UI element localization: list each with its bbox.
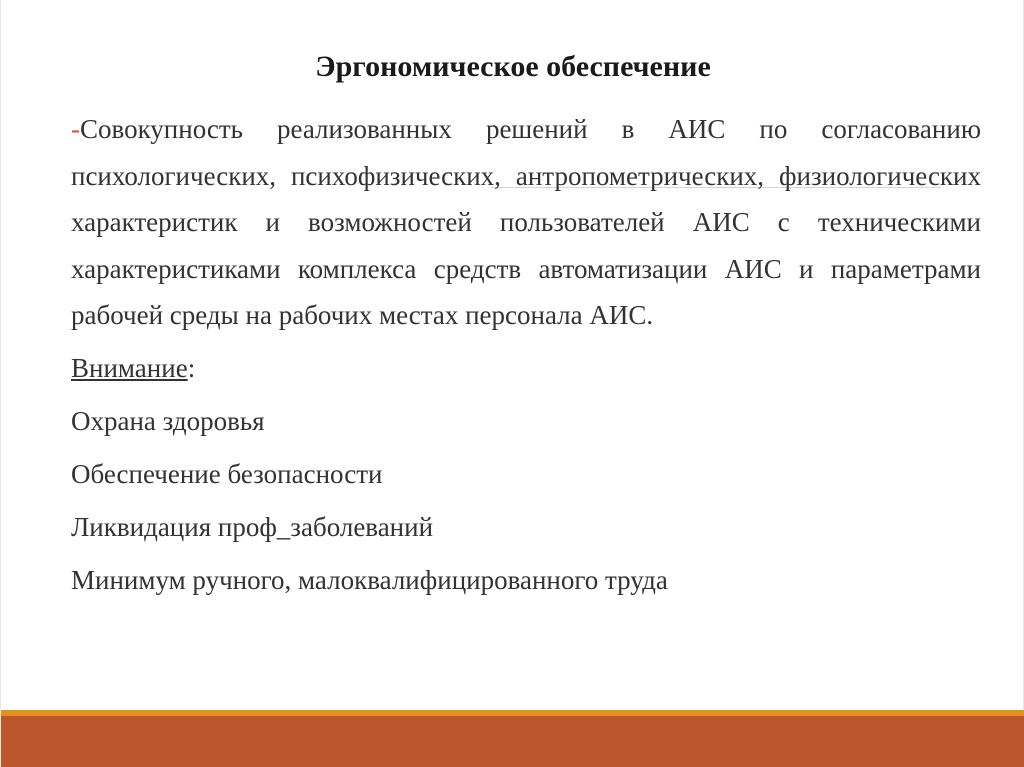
attention-label: Внимание	[71, 352, 188, 383]
attention-line	[71, 345, 981, 391]
dash-marker: -	[71, 114, 80, 144]
list-item: Обеспечение безопасности	[71, 458, 383, 489]
footer-band	[1, 716, 1024, 767]
slide-title: Эргономическое обеспечение	[315, 50, 711, 83]
attention-colon: :	[187, 352, 196, 383]
definition-paragraph	[71, 106, 981, 339]
list-item: Минимум ручного, малоквалифицированного труда	[71, 564, 668, 595]
slide-body	[71, 106, 981, 603]
list-item: Ликвидация проф_заболеваний	[71, 511, 434, 542]
definition-text: Совокупность реализованных решений в АИС по согласованию психологических, психофизических, антропометрических, физиологических характеристик и возможностей пользователей АИС с техническими характеристиками комплекса средств автоматизации АИС и параметрами рабочей среды на рабочих местах персонала АИС.	[71, 114, 981, 330]
list-item: Охрана здоровья	[71, 405, 265, 436]
